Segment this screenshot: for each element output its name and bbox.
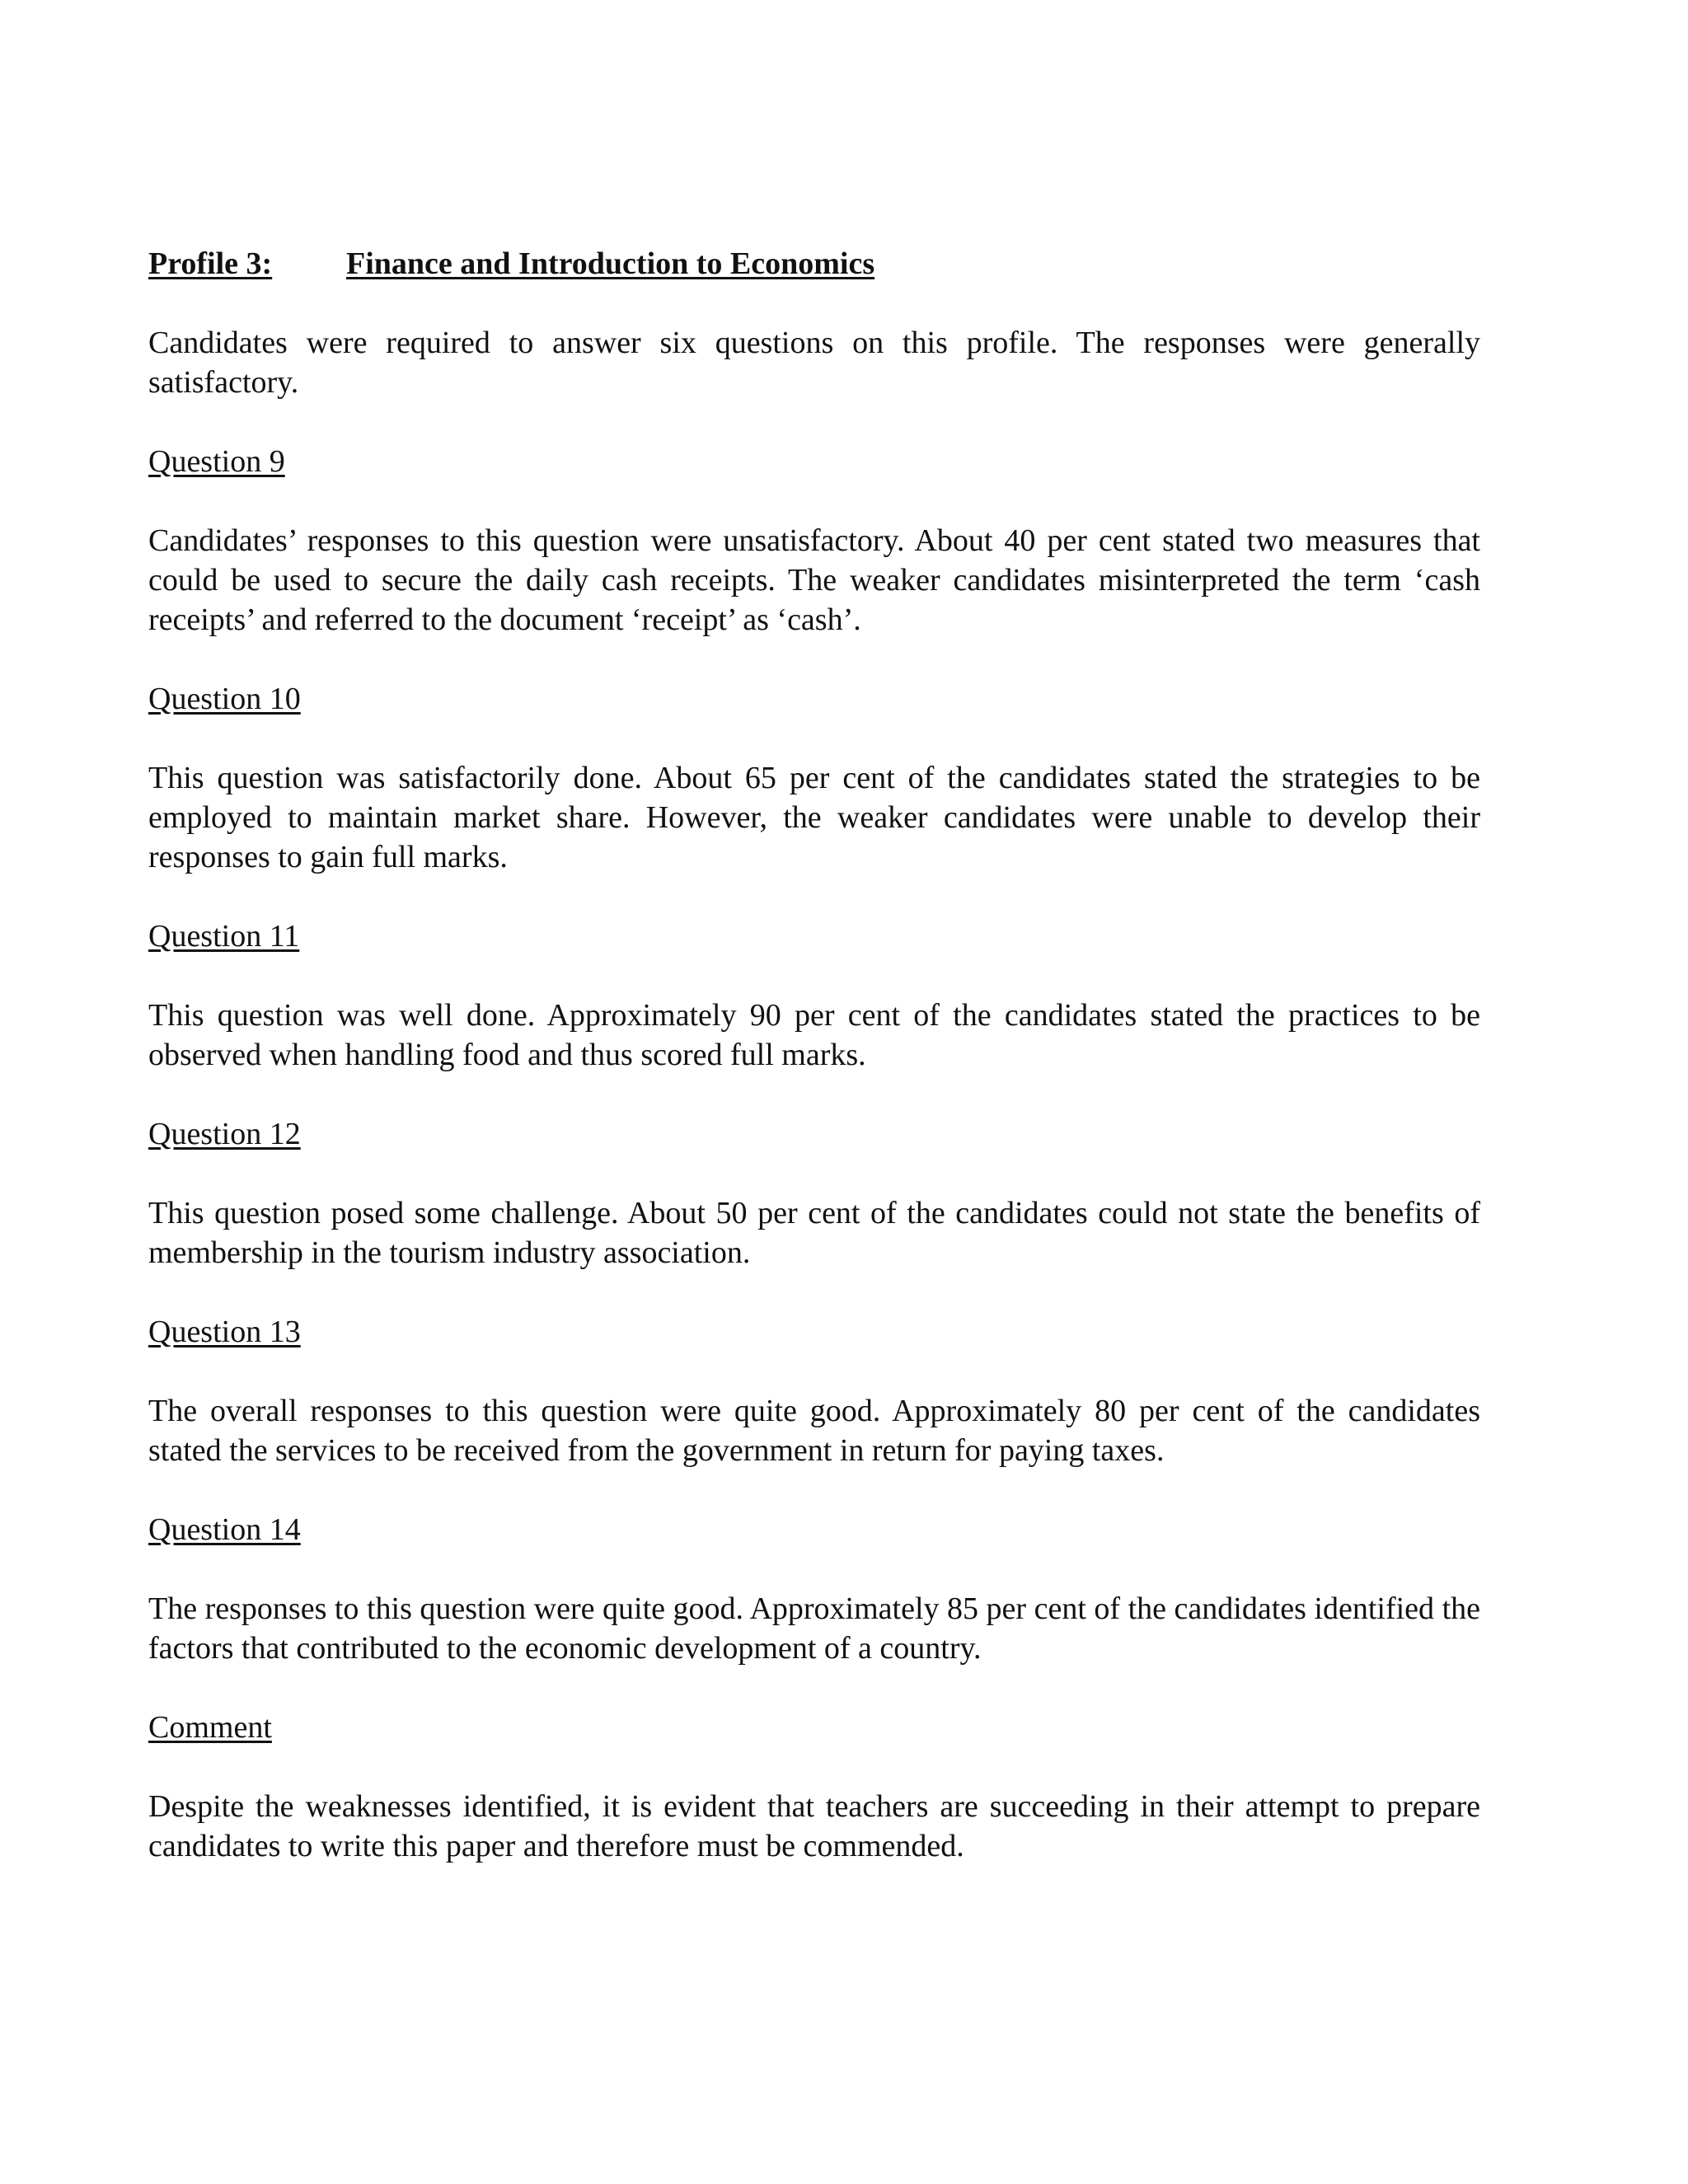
profile-label: Profile 3:	[148, 246, 273, 281]
section-body-q13: The overall responses to this question were quite good. Approximately 80 per cent of the candidates stated the services to be received from the government in return for paying taxes.	[148, 1394, 1480, 1468]
section-title-comment: Comment	[148, 1710, 272, 1745]
section-title-q12: Question 12	[148, 1117, 301, 1151]
section-body-q12: This question posed some challenge. About 50 per cent of the candidates could not state the benefits of membership in the tourism industry association.	[148, 1196, 1480, 1270]
intro-paragraph: Candidates were required to answer six questions on this profile. The responses were generally satisfactory.	[148, 326, 1480, 400]
section-body-comment: Despite the weaknesses identified, it is evident that teachers are succeeding in their attempt to prepare candidates to write this paper and therefore must be commended.	[148, 1789, 1480, 1863]
section-title-q14: Question 14	[148, 1512, 301, 1547]
section-body-q10: This question was satisfactorily done. About 65 per cent of the candidates stated the strategies to be employed to maintain market share. However, the weaker candidates were unable to develop their responses to gain full marks.	[148, 761, 1480, 874]
section-title-q13: Question 13	[148, 1315, 301, 1349]
section-title-q11: Question 11	[148, 919, 300, 954]
section-body-q11: This question was well done. Approximately 90 per cent of the candidates stated the practices to be observed when handling food and thus scored full marks.	[148, 998, 1480, 1072]
profile-heading	[148, 244, 1480, 284]
section-title-q9: Question 9	[148, 444, 285, 479]
section-body-q9: Candidates’ responses to this question were unsatisfactory. About 40 per cent stated two measures that could be used to secure the daily cash receipts. The weaker candidates misinterpreted the term ‘cash receipts’ and referred to the document ‘receipt’ as ‘cash’.	[148, 523, 1480, 637]
document-page	[148, 244, 1480, 1866]
section-title-q10: Question 10	[148, 682, 301, 716]
section-body-q14: The responses to this question were quite good. Approximately 85 per cent of the candidates identified the factors that contributed to the economic development of a country.	[148, 1591, 1480, 1666]
profile-title: Finance and Introduction to Economics	[346, 246, 875, 281]
